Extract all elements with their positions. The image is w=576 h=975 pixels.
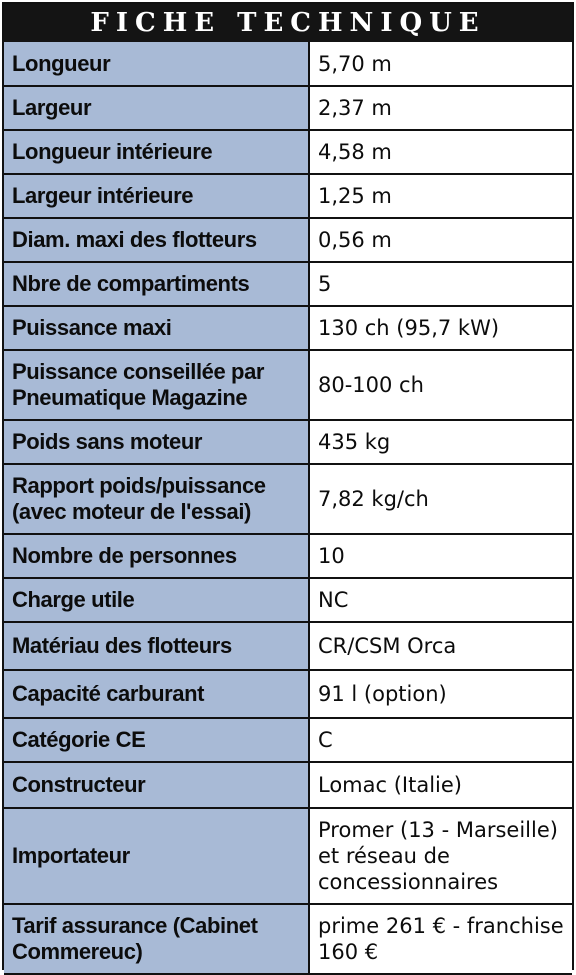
row-value: CR/CSM Orca (309, 622, 572, 670)
row-label: Largeur (4, 86, 309, 130)
table-row (4, 762, 572, 808)
row-label: Rapport poids/puissance (avec moteur de l'essai) (4, 464, 309, 534)
spec-sheet-title: FICHE TECHNIQUE (4, 4, 572, 42)
row-label: Tarif assurance (Cabinet Commereuc) (4, 904, 309, 974)
row-value: 2,37 m (309, 86, 572, 130)
row-value: 130 ch (95,7 kW) (309, 306, 572, 350)
table-row (4, 174, 572, 218)
table-row (4, 350, 572, 420)
row-label: Nombre de personnes (4, 534, 309, 578)
table-row (4, 306, 572, 350)
row-label: Longueur (4, 42, 309, 86)
table-row (4, 262, 572, 306)
row-value: 1,25 m (309, 174, 572, 218)
table-row (4, 808, 572, 904)
row-value: 5 (309, 262, 572, 306)
row-value: Promer (13 - Marseille) et réseau de concessionnaires (309, 808, 572, 904)
row-label: Puissance conseillée par Pneumatique Magazine (4, 350, 309, 420)
row-label: Nbre de compartiments (4, 262, 309, 306)
row-value: 0,56 m (309, 218, 572, 262)
table-row (4, 622, 572, 670)
row-value: 91 l (option) (309, 670, 572, 718)
spec-sheet (2, 2, 574, 970)
row-label: Poids sans moteur (4, 420, 309, 464)
row-label: Constructeur (4, 762, 309, 808)
row-label: Matériau des flotteurs (4, 622, 309, 670)
row-label: Puissance maxi (4, 306, 309, 350)
row-label: Importateur (4, 808, 309, 904)
table-row (4, 86, 572, 130)
row-value: C (309, 718, 572, 762)
row-label: Charge utile (4, 578, 309, 622)
table-row (4, 670, 572, 718)
row-value: 435 kg (309, 420, 572, 464)
table-row (4, 218, 572, 262)
row-value: 7,82 kg/ch (309, 464, 572, 534)
row-value: 5,70 m (309, 42, 572, 86)
row-label: Catégorie CE (4, 718, 309, 762)
row-value: 10 (309, 534, 572, 578)
table-row (4, 130, 572, 174)
row-value: NC (309, 578, 572, 622)
table-row (4, 578, 572, 622)
row-label: Largeur intérieure (4, 174, 309, 218)
row-label: Diam. maxi des flotteurs (4, 218, 309, 262)
row-value: Lomac (Italie) (309, 762, 572, 808)
row-value: 4,58 m (309, 130, 572, 174)
table-row (4, 904, 572, 974)
table-row (4, 420, 572, 464)
spec-table (4, 42, 572, 975)
row-value: 80-100 ch (309, 350, 572, 420)
row-value: prime 261 € - franchise 160 € (309, 904, 572, 974)
row-label: Capacité carburant (4, 670, 309, 718)
table-row (4, 42, 572, 86)
table-row (4, 534, 572, 578)
table-row (4, 718, 572, 762)
table-row (4, 464, 572, 534)
row-label: Longueur intérieure (4, 130, 309, 174)
